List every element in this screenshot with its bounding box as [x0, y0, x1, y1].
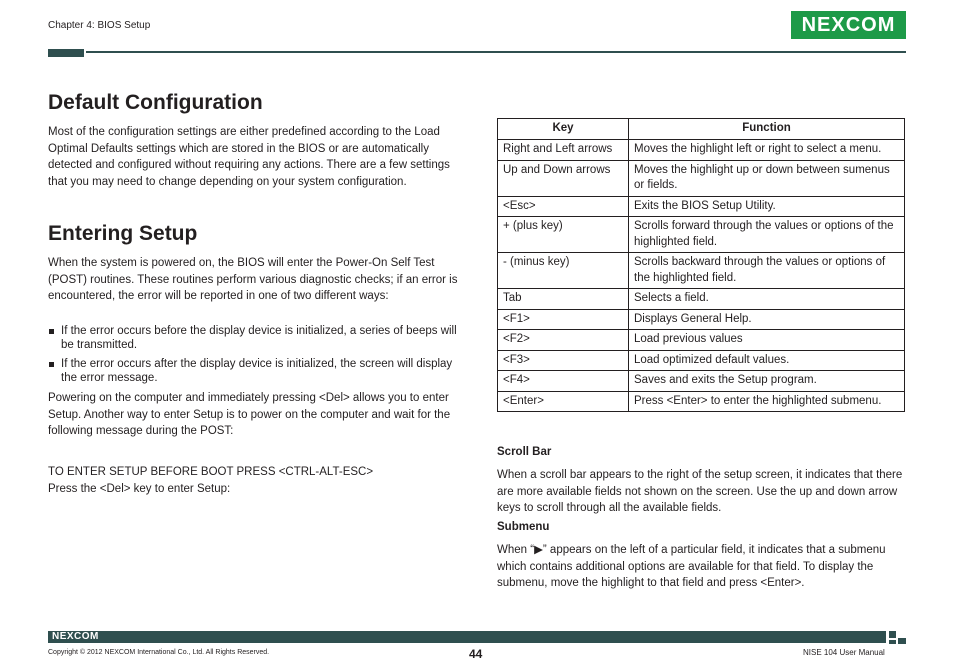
header-bar-accent: [48, 49, 84, 57]
footer-logo: NEXCOM: [52, 631, 99, 642]
table-row: [498, 253, 905, 289]
bullet-text: If the error occurs after the display device is initialized, the screen will display the error message.: [61, 358, 453, 384]
key-cell: Tab: [498, 289, 629, 310]
table-row: [498, 371, 905, 392]
table-row: [498, 196, 905, 217]
table-row: [498, 140, 905, 161]
key-cell: Up and Down arrows: [498, 160, 629, 196]
key-cell: <F4>: [498, 371, 629, 392]
page-number: 44: [469, 647, 483, 661]
press-del-text: Press the <Del> key to enter Setup:: [48, 483, 231, 495]
list-item: [48, 324, 458, 352]
function-cell: Load optimized default values.: [629, 350, 905, 371]
submenu-title: Submenu: [497, 521, 550, 533]
key-cell: <Enter>: [498, 391, 629, 412]
chapter-label: Chapter 4: BIOS Setup: [48, 20, 151, 31]
bullet-text: If the error occurs before the display device is initialized, a series of beeps will be transmitted.: [61, 325, 457, 351]
function-cell: Saves and exits the Setup program.: [629, 371, 905, 392]
footer-square-icon: [889, 640, 896, 644]
function-cell: Press <Enter> to enter the highlighted submenu.: [629, 391, 905, 412]
table-row: [498, 217, 905, 253]
logo-text: NEXCOM: [801, 13, 896, 36]
footer-square-icon: [889, 631, 896, 638]
default-configuration-title: Default Configuration: [48, 91, 263, 114]
key-cell: - (minus key): [498, 253, 629, 289]
table-header-row: [498, 119, 905, 140]
table-row: [498, 160, 905, 196]
list-item: [48, 357, 458, 385]
table-row: [498, 330, 905, 351]
footer-bar: [48, 631, 886, 643]
powering-paragraph: Powering on the computer and immediately pressing <Del> allows you to enter Setup. Another way to enter Setup is to power on the computer and wait for the following message during the POST:: [48, 392, 451, 437]
submenu-paragraph: When “▶” appears on the left of a particular field, it indicates that a submenu which contains additional options are available for that field. To display the submenu, move the highlight to that field and press <Enter>.: [497, 544, 886, 589]
key-cell: <F3>: [498, 350, 629, 371]
bullet-icon: [49, 329, 54, 334]
key-cell: <F1>: [498, 309, 629, 330]
table-row: [498, 391, 905, 412]
key-column-header: Key: [498, 119, 629, 140]
function-cell: Scrolls backward through the values or options of the highlighted field.: [629, 253, 905, 289]
key-cell: <F2>: [498, 330, 629, 351]
function-cell: Scrolls forward through the values or options of the highlighted field.: [629, 217, 905, 253]
post-message: TO ENTER SETUP BEFORE BOOT PRESS <CTRL-ALT-ESC>: [48, 466, 374, 478]
function-cell: Selects a field.: [629, 289, 905, 310]
key-cell: <Esc>: [498, 196, 629, 217]
function-cell: Load previous values: [629, 330, 905, 351]
key-cell: + (plus key): [498, 217, 629, 253]
header-divider: [86, 51, 906, 53]
table-row: [498, 350, 905, 371]
function-cell: Displays General Help.: [629, 309, 905, 330]
table-row: [498, 309, 905, 330]
function-cell: Moves the highlight up or down between sumenus or fields.: [629, 160, 905, 196]
function-cell: Moves the highlight left or right to select a menu.: [629, 140, 905, 161]
manual-name: NISE 104 User Manual: [803, 648, 885, 657]
scroll-bar-paragraph: When a scroll bar appears to the right of the setup screen, it indicates that there are more available fields not shown on the screen. Use the up and down arrow keys to scroll through all the available fields.: [497, 469, 903, 514]
default-configuration-paragraph: Most of the configuration settings are either predefined according to the Load Optimal Defaults settings which are stored in the BIOS or are automatically detected and configured without requiring any actions. There are a few settings that you may need to change depending on your system configuration.: [48, 126, 450, 188]
copyright-text: Copyright © 2012 NEXCOM International Co., Ltd. All Rights Reserved.: [48, 649, 270, 656]
entering-setup-title: Entering Setup: [48, 222, 198, 245]
nexcom-logo: [791, 11, 906, 39]
bullet-icon: [49, 362, 54, 367]
function-column-header: Function: [629, 119, 905, 140]
footer-square-icon: [898, 638, 906, 644]
scroll-bar-title: Scroll Bar: [497, 446, 552, 458]
function-cell: Exits the BIOS Setup Utility.: [629, 196, 905, 217]
key-function-table: [497, 118, 905, 412]
key-cell: Right and Left arrows: [498, 140, 629, 161]
table-row: [498, 289, 905, 310]
entering-setup-paragraph: When the system is powered on, the BIOS will enter the Power-On Self Test (POST) routines. These routines perform various diagnostic checks; if an error is encountered, the error will be reported in one of two different ways:: [48, 257, 458, 302]
